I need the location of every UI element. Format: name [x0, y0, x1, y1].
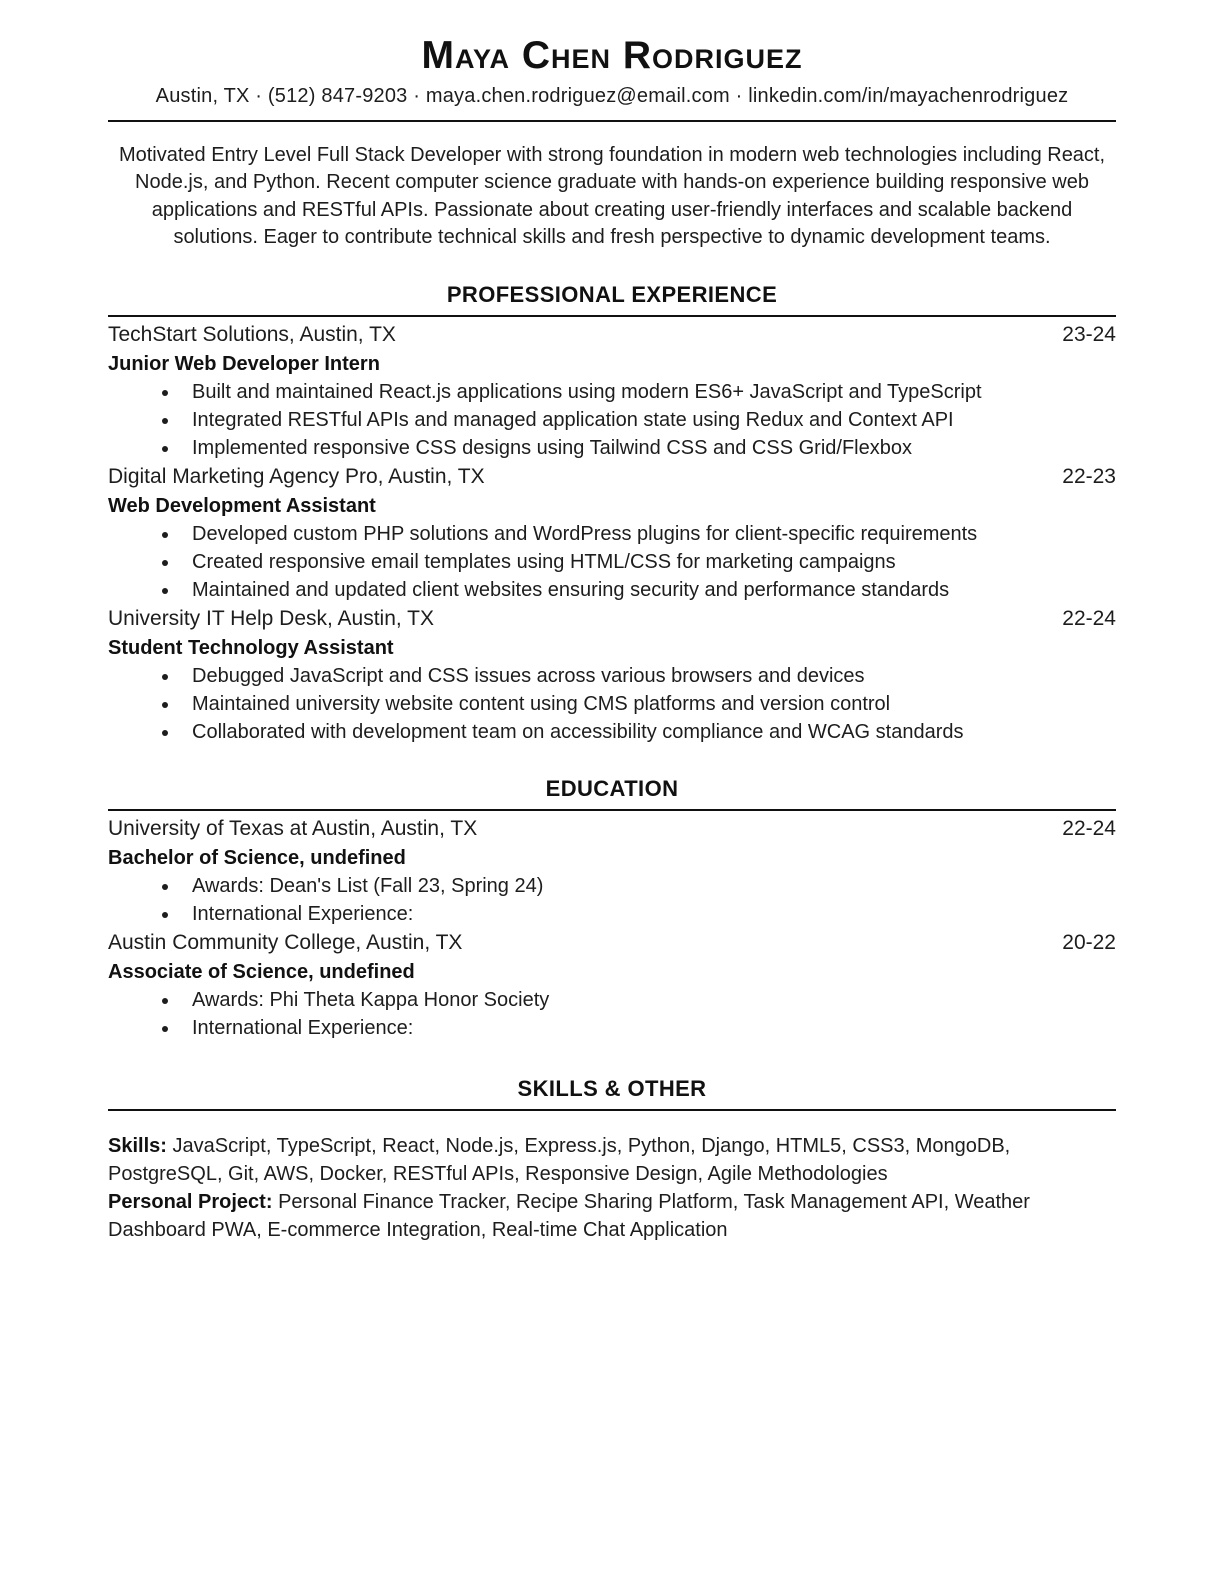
bullet-item: • Integrated RESTful APIs and managed application state using Redux and Context API	[180, 406, 1116, 434]
bullet-item: • International Experience:	[180, 900, 1116, 928]
skills-line	[108, 1132, 1116, 1188]
entry-organization: University IT Help Desk, Austin, TX	[108, 606, 435, 630]
resume-entry	[108, 462, 1116, 604]
resume-entry	[108, 814, 1116, 928]
entry-dates: 23-24	[1062, 322, 1116, 346]
entry-position-title: Associate of Science, undefined	[108, 960, 415, 983]
entry-position-title: Bachelor of Science, undefined	[108, 846, 406, 869]
bullet-item: • Maintained university website content using CMS platforms and version control	[180, 690, 1116, 718]
entry-dates: 20-22	[1062, 930, 1116, 954]
bullet-list	[108, 986, 1116, 1042]
section-title-education: EDUCATION	[545, 775, 679, 801]
section-title-skills: SKILLS & OTHER	[517, 1075, 707, 1101]
bullet-item: • Maintained and updated client websites ensuring security and performance standards	[180, 576, 1116, 604]
skills-line-text: Personal Finance Tracker, Recipe Sharing Platform, Task Management API, Weather Dashboard PWA, E-commerce Integration, Real-time Chat Application	[108, 1190, 1030, 1241]
bullet-item: • Built and maintained React.js applications using modern ES6+ JavaScript and TypeScript	[180, 378, 1116, 406]
entry-head	[108, 462, 1116, 492]
entry-position-title: Junior Web Developer Intern	[108, 352, 380, 375]
experience-entries	[108, 320, 1116, 746]
resume-header	[108, 34, 1116, 122]
entry-organization: TechStart Solutions, Austin, TX	[108, 322, 396, 346]
candidate-name: Maya Chen Rodriguez	[421, 34, 803, 77]
bullet-item: • Awards: Dean's List (Fall 23, Spring 24)	[180, 872, 1116, 900]
entry-organization: Digital Marketing Agency Pro, Austin, TX	[108, 464, 485, 488]
section-header	[108, 282, 1116, 317]
section-experience	[108, 282, 1116, 746]
bullet-list	[108, 872, 1116, 928]
skills-body	[108, 1132, 1116, 1244]
entry-head	[108, 320, 1116, 350]
section-education	[108, 776, 1116, 1042]
section-skills	[108, 1076, 1116, 1244]
entry-organization: Austin Community College, Austin, TX	[108, 930, 463, 954]
section-header	[108, 776, 1116, 811]
bullet-item: • Developed custom PHP solutions and WordPress plugins for client-specific requirements	[180, 520, 1116, 548]
entry-head	[108, 604, 1116, 634]
skills-line-label: Personal Project:	[108, 1190, 273, 1213]
skills-line-label: Skills:	[108, 1134, 167, 1157]
summary-paragraph: Motivated Entry Level Full Stack Developer with strong foundation in modern web technologies including React, Node.js, and Python. Recent computer science graduate with hands-on experience building responsive web applications and RESTful APIs. Passionate about creating user-friendly interfaces and scalable backend solutions. Eager to contribute technical skills and fresh perspective to dynamic development teams.	[118, 143, 1106, 249]
entry-head	[108, 814, 1116, 844]
entry-position-title: Web Development Assistant	[108, 494, 376, 517]
bullet-list	[108, 520, 1116, 604]
bullet-item: • Collaborated with development team on accessibility compliance and WCAG standards	[180, 718, 1116, 746]
bullet-list	[108, 662, 1116, 746]
bullet-list	[108, 378, 1116, 462]
skills-line	[108, 1188, 1116, 1244]
entry-position-title: Student Technology Assistant	[108, 636, 394, 659]
education-entries	[108, 814, 1116, 1042]
entry-dates: 22-24	[1062, 816, 1116, 840]
entry-dates: 22-23	[1062, 464, 1116, 488]
resume-entry	[108, 604, 1116, 746]
bullet-item: • Implemented responsive CSS designs using Tailwind CSS and CSS Grid/Flexbox	[180, 434, 1116, 462]
bullet-item: • Created responsive email templates using HTML/CSS for marketing campaigns	[180, 548, 1116, 576]
contact-line: Austin, TX · (512) 847-9203 · maya.chen.rodriguez@email.com · linkedin.com/in/mayachenrodriguez	[155, 84, 1069, 107]
skills-line-text: JavaScript, TypeScript, React, Node.js, Express.js, Python, Django, HTML5, CSS3, MongoDB, PostgreSQL, Git, AWS, Docker, RESTful APIs, Responsive Design, Agile Methodologies	[108, 1134, 1011, 1185]
bullet-item: • Awards: Phi Theta Kappa Honor Society	[180, 986, 1116, 1014]
section-header	[108, 1076, 1116, 1111]
entry-head	[108, 928, 1116, 958]
resume-entry	[108, 320, 1116, 462]
resume-entry	[108, 928, 1116, 1042]
entry-organization: University of Texas at Austin, Austin, TX	[108, 816, 478, 840]
entry-dates: 22-24	[1062, 606, 1116, 630]
section-title-experience: PROFESSIONAL EXPERIENCE	[446, 281, 778, 307]
bullet-item: • International Experience:	[180, 1014, 1116, 1042]
bullet-item: • Debugged JavaScript and CSS issues across various browsers and devices	[180, 662, 1116, 690]
